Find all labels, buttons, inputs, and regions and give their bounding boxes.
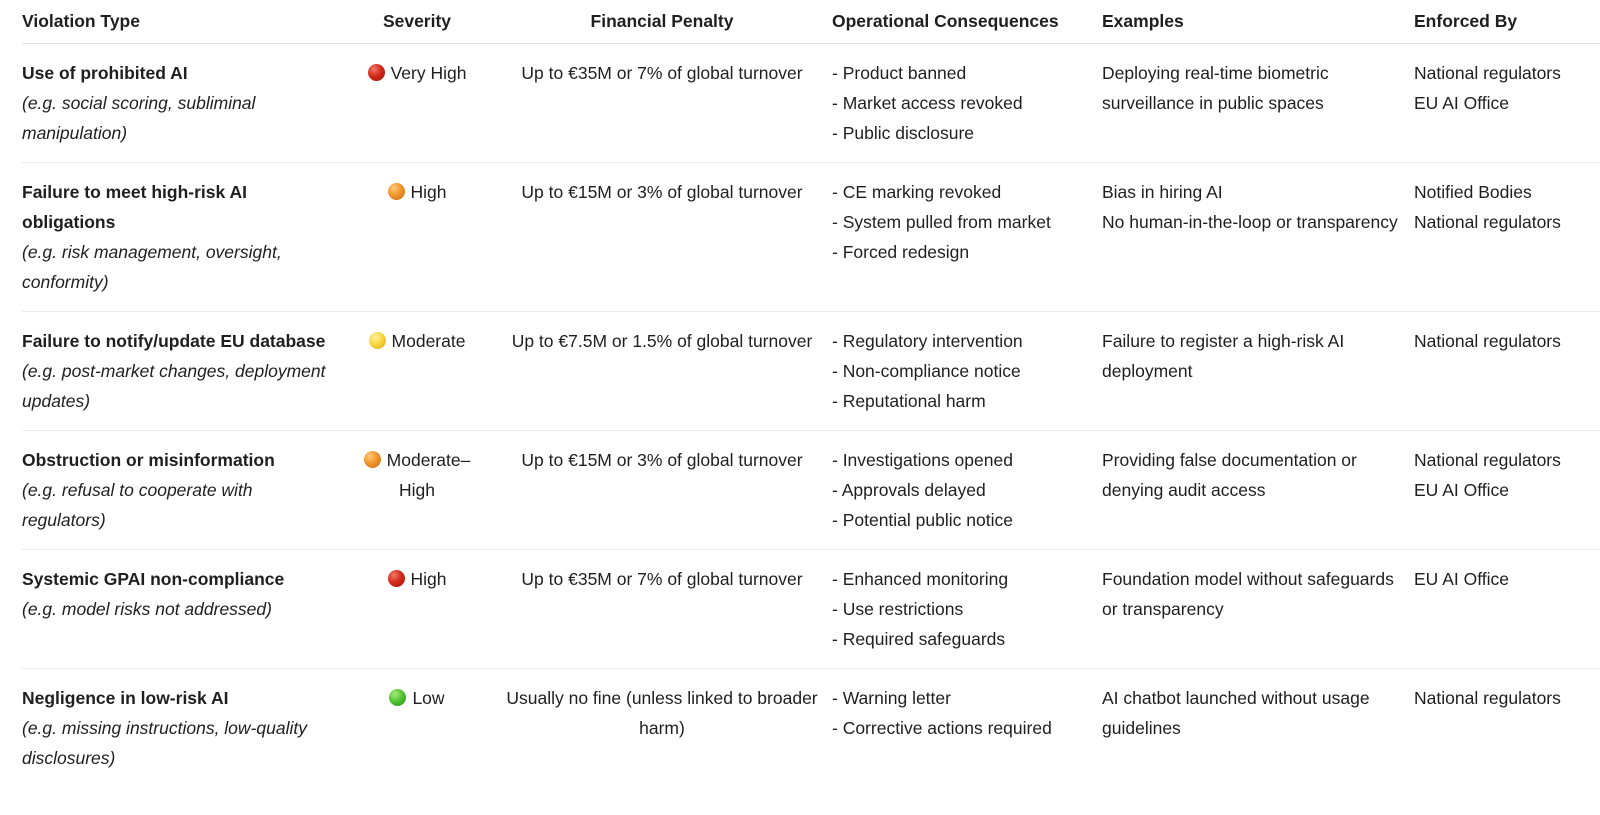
- operational-consequences-cell: [832, 163, 1102, 312]
- red-circle-icon: [388, 570, 405, 587]
- orange-circle-icon: [364, 451, 381, 468]
- severity-label: Moderate–High: [386, 450, 471, 500]
- enforcer-item: EU AI Office: [1414, 93, 1509, 113]
- severity-label: High: [410, 569, 447, 589]
- enforcer-item: EU AI Office: [1414, 480, 1509, 500]
- financial-penalty-cell: Up to €15M or 3% of global turnover: [492, 431, 832, 550]
- violation-type-cell: [22, 163, 342, 312]
- severity-cell: [342, 669, 492, 788]
- violation-title: Use of prohibited AI: [22, 63, 188, 83]
- violation-example: (e.g. refusal to cooperate with regulators): [22, 480, 253, 530]
- enforced-by-cell: [1414, 163, 1600, 312]
- enforced-by-cell: [1414, 312, 1600, 431]
- consequence-item: - Corrective actions required: [832, 718, 1052, 738]
- enforcer-item: National regulators: [1414, 212, 1561, 232]
- violation-title: Obstruction or misinformation: [22, 450, 275, 470]
- table-body: [22, 44, 1600, 788]
- header-examples: Examples: [1102, 0, 1414, 44]
- severity-label: High: [410, 182, 447, 202]
- consequence-item: - Reputational harm: [832, 391, 986, 411]
- operational-consequences-cell: [832, 312, 1102, 431]
- consequence-item: - Warning letter: [832, 688, 951, 708]
- violation-example: (e.g. social scoring, subliminal manipulation): [22, 93, 256, 143]
- header-severity: Severity: [342, 0, 492, 44]
- consequence-item: - Market access revoked: [832, 93, 1023, 113]
- enforcer-item: National regulators: [1414, 688, 1561, 708]
- severity-cell: [342, 44, 492, 163]
- consequence-item: - Enhanced monitoring: [832, 569, 1009, 589]
- consequence-item: - Use restrictions: [832, 599, 964, 619]
- header-enforced-by: Enforced By: [1414, 0, 1600, 44]
- enforcer-item: National regulators: [1414, 63, 1561, 83]
- table-row: [22, 550, 1600, 669]
- enforcer-item: Notified Bodies: [1414, 182, 1532, 202]
- example-item: Bias in hiring AI: [1102, 182, 1223, 202]
- operational-consequences-cell: [832, 44, 1102, 163]
- violation-type-cell: [22, 312, 342, 431]
- consequence-item: - Product banned: [832, 63, 967, 83]
- consequence-item: - Investigations opened: [832, 450, 1013, 470]
- example-item: No human-in-the-loop or transparency: [1102, 212, 1398, 232]
- enforced-by-cell: [1414, 44, 1600, 163]
- yellow-circle-icon: [369, 332, 386, 349]
- operational-consequences-cell: [832, 669, 1102, 788]
- financial-penalty-cell: Up to €7.5M or 1.5% of global turnover: [492, 312, 832, 431]
- green-circle-icon: [389, 689, 406, 706]
- enforced-by-cell: [1414, 550, 1600, 669]
- table-row: [22, 431, 1600, 550]
- example-item: Providing false documentation or denying audit access: [1102, 450, 1357, 500]
- header-financial-penalty: Financial Penalty: [492, 0, 832, 44]
- example-item: AI chatbot launched without usage guidelines: [1102, 688, 1370, 738]
- consequence-item: - Non-compliance notice: [832, 361, 1021, 381]
- enforcer-item: EU AI Office: [1414, 569, 1509, 589]
- financial-penalty-cell: Up to €15M or 3% of global turnover: [492, 163, 832, 312]
- severity-label: Moderate: [391, 331, 466, 351]
- severity-label: Low: [412, 688, 445, 708]
- violation-title: Failure to meet high-risk AI obligations: [22, 182, 247, 232]
- example-item: Foundation model without safeguards or transparency: [1102, 569, 1394, 619]
- financial-penalty-cell: Up to €35M or 7% of global turnover: [492, 550, 832, 669]
- consequence-item: - Approvals delayed: [832, 480, 986, 500]
- red-circle-icon: [368, 64, 385, 81]
- violations-table: [22, 0, 1600, 787]
- examples-cell: [1102, 312, 1414, 431]
- consequence-item: - Regulatory intervention: [832, 331, 1023, 351]
- operational-consequences-cell: [832, 431, 1102, 550]
- header-violation-type: Violation Type: [22, 0, 342, 44]
- violation-example: (e.g. risk management, oversight, conformity): [22, 242, 282, 292]
- examples-cell: [1102, 550, 1414, 669]
- table-row: [22, 163, 1600, 312]
- consequence-item: - Potential public notice: [832, 510, 1013, 530]
- consequence-item: - Forced redesign: [832, 242, 970, 262]
- severity-cell: [342, 550, 492, 669]
- violation-example: (e.g. model risks not addressed): [22, 599, 272, 619]
- enforced-by-cell: [1414, 669, 1600, 788]
- examples-cell: [1102, 44, 1414, 163]
- financial-penalty-cell: Up to €35M or 7% of global turnover: [492, 44, 832, 163]
- consequence-item: - Public disclosure: [832, 123, 974, 143]
- examples-cell: [1102, 431, 1414, 550]
- severity-cell: [342, 163, 492, 312]
- violation-example: (e.g. missing instructions, low-quality disclosures): [22, 718, 307, 768]
- consequence-item: - Required safeguards: [832, 629, 1006, 649]
- table-row: [22, 669, 1600, 788]
- table-row: [22, 312, 1600, 431]
- severity-cell: [342, 312, 492, 431]
- violation-title: Negligence in low-risk AI: [22, 688, 229, 708]
- violation-type-cell: [22, 431, 342, 550]
- violation-type-cell: [22, 44, 342, 163]
- example-item: Deploying real-time biometric surveillance in public spaces: [1102, 63, 1329, 113]
- table-row: [22, 44, 1600, 163]
- enforcer-item: National regulators: [1414, 450, 1561, 470]
- orange-circle-icon: [388, 183, 405, 200]
- example-item: Failure to register a high-risk AI deployment: [1102, 331, 1345, 381]
- consequence-item: - System pulled from market: [832, 212, 1051, 232]
- table-header-row: [22, 0, 1600, 44]
- enforcer-item: National regulators: [1414, 331, 1561, 351]
- violation-example: (e.g. post-market changes, deployment updates): [22, 361, 326, 411]
- violation-type-cell: [22, 550, 342, 669]
- severity-label: Very High: [390, 63, 467, 83]
- violation-type-cell: [22, 669, 342, 788]
- enforced-by-cell: [1414, 431, 1600, 550]
- consequence-item: - CE marking revoked: [832, 182, 1002, 202]
- examples-cell: [1102, 163, 1414, 312]
- examples-cell: [1102, 669, 1414, 788]
- operational-consequences-cell: [832, 550, 1102, 669]
- severity-cell: [342, 431, 492, 550]
- violation-title: Systemic GPAI non-compliance: [22, 569, 285, 589]
- violation-title: Failure to notify/update EU database: [22, 331, 326, 351]
- financial-penalty-cell: Usually no fine (unless linked to broader harm): [506, 688, 818, 738]
- header-operational-consequences: Operational Consequences: [832, 0, 1102, 44]
